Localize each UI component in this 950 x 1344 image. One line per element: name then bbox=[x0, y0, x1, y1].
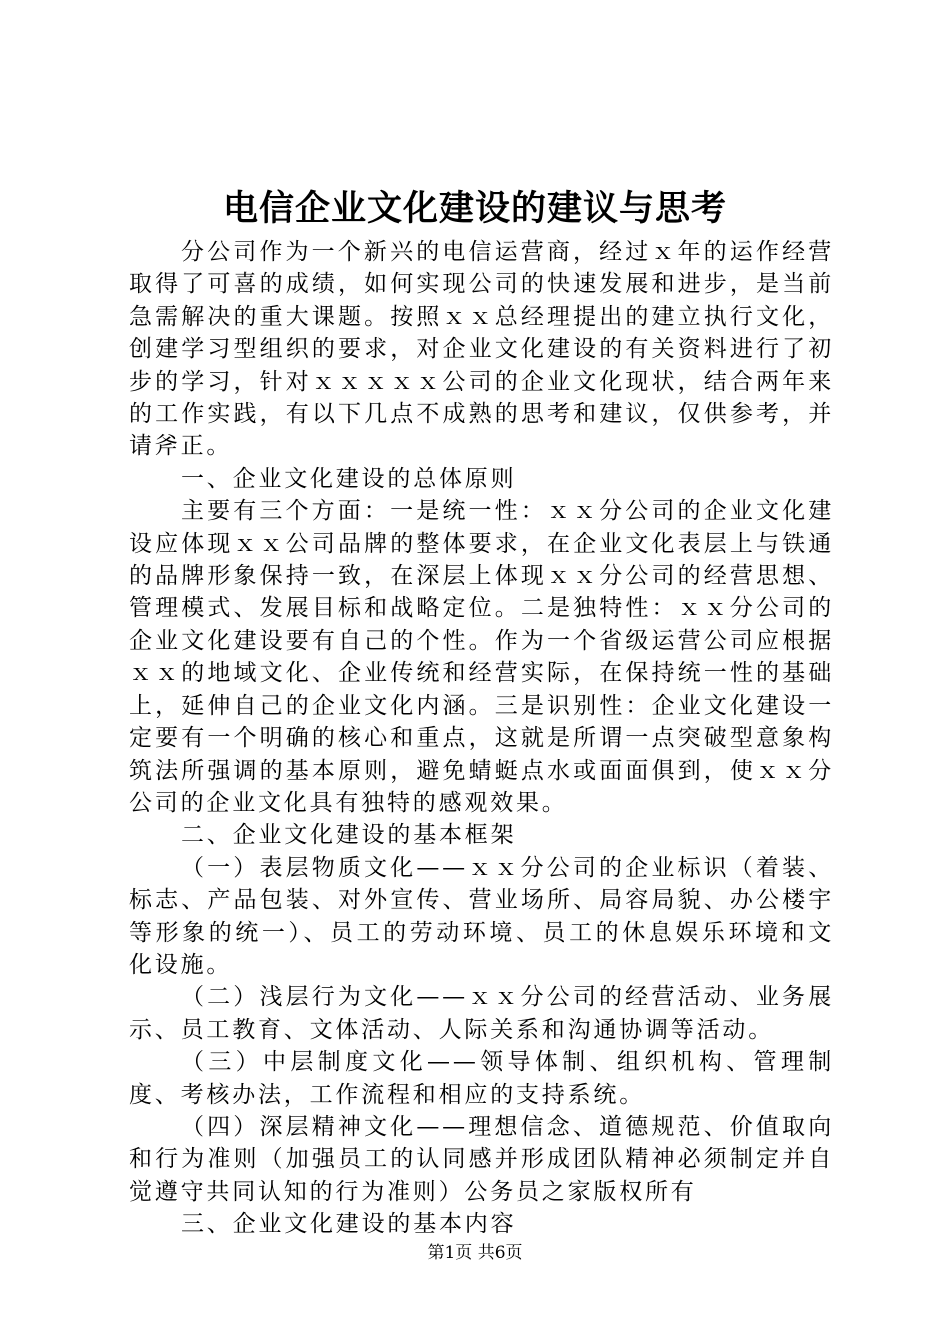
section-heading-framework: 二、企业文化建设的基本框架 bbox=[181, 822, 517, 849]
framework-item-1: （一）表层物质文化——ｘｘ分公司的企业标识（着装、标志、产品包装、对外宣传、营业场所、局容局貌、办公楼宇等形象的统一）、员工的劳动环境、员工的休息娱乐环境和文化设施。 bbox=[129, 854, 834, 978]
section-heading-content: 三、企业文化建设的基本内容 bbox=[181, 1211, 517, 1238]
framework-item-2: （二）浅层行为文化——ｘｘ分公司的经营活动、业务展示、员工教育、文体活动、人际关系和沟通协调等活动。 bbox=[129, 984, 834, 1043]
principles-paragraph: 主要有三个方面：一是统一性：ｘｘ分公司的企业文化建设应体现ｘｘ公司品牌的整体要求，在企业文化表层上与铁通的品牌形象保持一致，在深层上体现ｘｘ分公司的经营思想、管理模式、发展目标和战略定位。二是独特性：ｘｘ分公司的企业文化建设要有自己的个性。作为一个省级运营公司应根据ｘｘ的地域文化、企业传统和经营实际，在保持统一性的基础上，延伸自己的企业文化内涵。三是识别性：企业文化建设一定要有一个明确的核心和重点，这就是所谓一点突破型意象构筑法所强调的基本原则，避免蜻蜓点水或面面俱到，使ｘｘ分公司的企业文化具有独特的感观效果。 bbox=[129, 498, 834, 816]
document-title: 电信企业文化建设的建议与思考 bbox=[222, 188, 727, 229]
section-heading-principles: 一、企业文化建设的总体原则 bbox=[181, 465, 517, 492]
document-body bbox=[129, 236, 834, 1241]
framework-item-3: （三）中层制度文化——领导体制、组织机构、管理制度、考核办法，工作流程和相应的支持系统。 bbox=[129, 1049, 834, 1108]
intro-paragraph: 分公司作为一个新兴的电信运营商，经过ｘ年的运作经营取得了可喜的成绩，如何实现公司的快速发展和进步，是当前急需解决的重大课题。按照ｘｘ总经理提出的建立执行文化，创建学习型组织的要求，对企业文化建设的有关资料进行了初步的学习，针对ｘｘｘｘｘ公司的企业文化现状，结合两年来的工作实践，有以下几点不成熟的思考和建议，仅供参考，并请斧正。 bbox=[129, 239, 834, 460]
framework-item-4: （四）深层精神文化——理想信念、道德规范、价值取向和行为准则（加强员工的认同感并形成团队精神必须制定并自觉遵守共同认知的行为准则）公务员之家版权所有 bbox=[129, 1113, 834, 1205]
page-number-footer: 第1页 共6页 bbox=[427, 1243, 523, 1263]
